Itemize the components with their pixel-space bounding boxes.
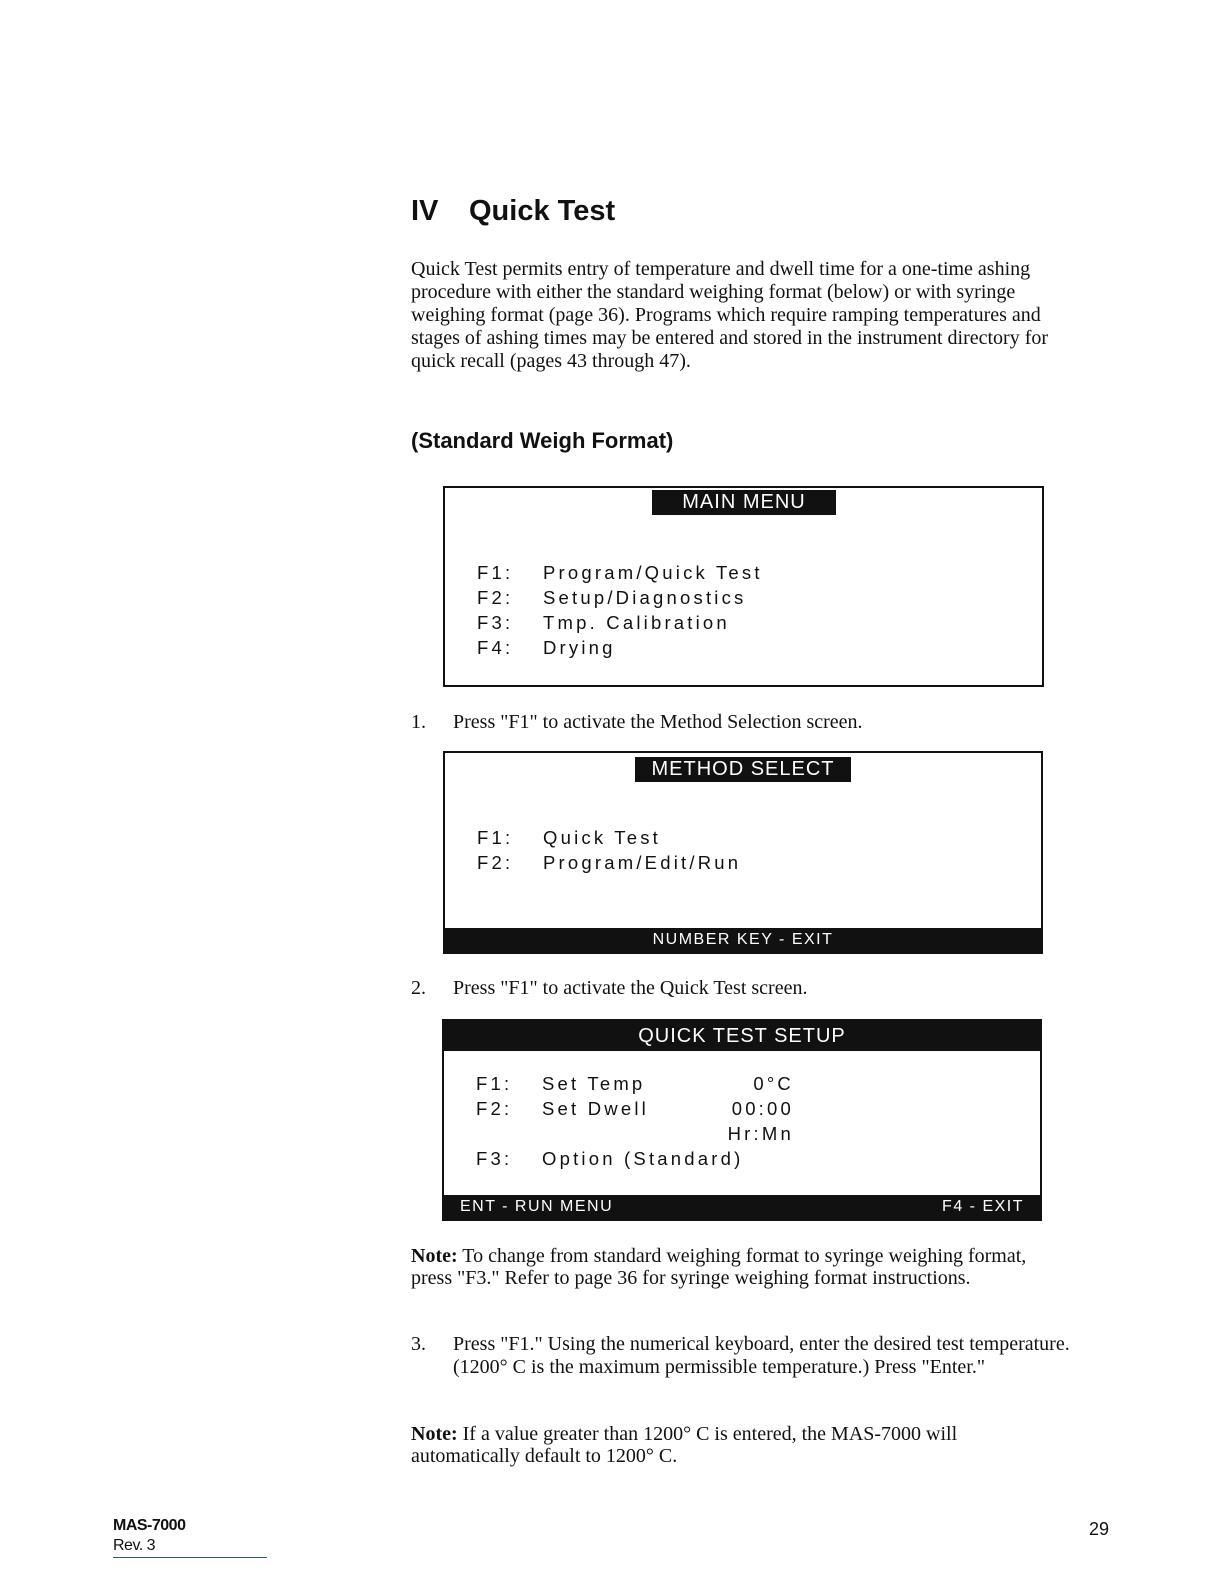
step-number: 2. <box>411 977 426 999</box>
option-label: Set Temp <box>542 1073 646 1094</box>
option-key: F2: <box>477 852 514 873</box>
section-title-text: Quick Test <box>469 195 616 227</box>
temp-value: 0°C <box>753 1073 794 1094</box>
setup-option-f2 <box>476 1096 794 1121</box>
menu-option-f4 <box>477 635 763 660</box>
intro-paragraph: Quick Test permits entry of temperature and dwell time for a one-time ashing procedure with either the standard weighing format (below) or with syringe weighing format (page 36). Programs which require ramping temperatures and stages of ashing times may be entered and stored in the instrument directory for quick recall (pages 43 through 47). <box>411 258 1049 372</box>
option-key: F1: <box>477 827 514 848</box>
option-key: F3: <box>477 612 514 633</box>
method-select-screen <box>443 751 1043 954</box>
step-text: Press "F1" to activate the Quick Test screen. <box>453 977 808 999</box>
method-select-footer: NUMBER KEY - EXIT <box>445 928 1041 952</box>
revision: Rev. 3 <box>113 1537 156 1554</box>
note-label: Note: <box>411 1423 458 1445</box>
step-text: Press "F1." Using the numerical keyboard, enter the desired test temperature. (1200° C is the maximum permissible temperature.) Press "Enter." <box>453 1333 1070 1378</box>
main-menu-options <box>477 560 763 660</box>
note-max-temperature <box>411 1423 1071 1467</box>
dwell-value: 00:00 <box>731 1098 794 1119</box>
option-label: Tmp. Calibration <box>543 612 730 633</box>
note-label: Note: <box>411 1245 458 1267</box>
menu-option-f2 <box>477 585 763 610</box>
option-label: Quick Test <box>543 827 662 848</box>
option-key: F4: <box>477 637 514 658</box>
page-number: 29 <box>1089 1519 1110 1539</box>
note-text: To change from standard weighing format to syringe weighing format, press "F3." Refer to page 36 for syringe weighing format instructions. <box>411 1245 1027 1289</box>
section-number: IV <box>411 195 439 227</box>
document-footer <box>113 1516 185 1556</box>
option-key: F1: <box>477 562 514 583</box>
quick-test-setup-screen <box>442 1019 1042 1221</box>
step-text: Press "F1" to activate the Method Selection screen. <box>453 711 863 733</box>
step-3 <box>411 1333 1091 1403</box>
quick-test-options <box>476 1071 794 1171</box>
option-label: Setup/Diagnostics <box>543 587 747 608</box>
note-syringe-format <box>411 1245 1071 1289</box>
option-label: Set Dwell <box>542 1098 649 1119</box>
method-select-options <box>477 825 741 875</box>
setup-option-f1 <box>476 1071 794 1096</box>
step-number: 1. <box>411 711 426 733</box>
model-name: MAS-7000 <box>113 1517 186 1534</box>
dwell-units: Hr:Mn <box>727 1123 794 1144</box>
option-label: Drying <box>543 637 616 658</box>
option-label: Program/Quick Test <box>543 562 763 583</box>
subheading: (Standard Weigh Format) <box>411 428 674 453</box>
method-option-f2 <box>477 850 741 875</box>
option-key: F2: <box>476 1098 513 1119</box>
option-label: Option (Standard) <box>542 1148 744 1169</box>
main-menu-title: MAIN MENU <box>652 490 836 515</box>
quick-test-setup-title: QUICK TEST SETUP <box>444 1021 1040 1051</box>
step-number: 3. <box>411 1333 426 1355</box>
option-key: F2: <box>477 587 514 608</box>
main-menu-screen <box>443 486 1044 687</box>
option-key: F1: <box>476 1073 513 1094</box>
quick-test-setup-footer <box>444 1195 1040 1219</box>
note-text: If a value greater than 1200° C is entered, the MAS-7000 will automatically default to 1200° C. <box>411 1423 958 1467</box>
menu-option-f1 <box>477 560 763 585</box>
footer-exit: F4 - EXIT <box>942 1198 1024 1215</box>
footer-run-menu: ENT - RUN MENU <box>460 1198 614 1215</box>
setup-option-f3 <box>476 1146 794 1171</box>
method-option-f1 <box>477 825 741 850</box>
method-select-title: METHOD SELECT <box>635 757 851 782</box>
option-label: Program/Edit/Run <box>543 852 742 873</box>
menu-option-f3 <box>477 610 763 635</box>
section-title <box>411 195 615 228</box>
footer-rule <box>113 1557 267 1558</box>
option-key: F3: <box>476 1148 513 1169</box>
dwell-units-row <box>476 1121 794 1146</box>
